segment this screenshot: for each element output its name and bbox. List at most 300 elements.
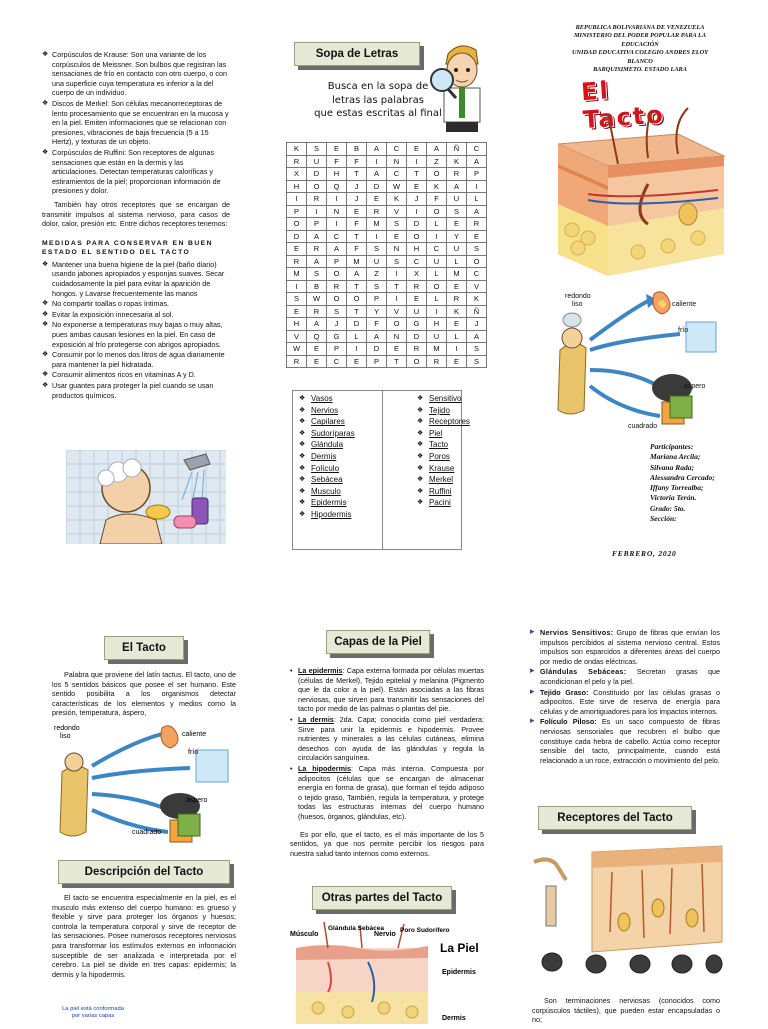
grid-cell: I [347, 343, 367, 356]
receptors-illustration [532, 842, 726, 984]
grid-cell: E [287, 243, 307, 256]
grid-cell: F [327, 155, 347, 168]
grid-cell: S [307, 268, 327, 281]
grid-cell: H [287, 180, 307, 193]
grid-row [287, 305, 487, 318]
grid-cell: F [347, 155, 367, 168]
word-item: ❖ Poros [417, 451, 497, 463]
label-dermis: Dermis [442, 1015, 466, 1022]
label-poro: Poro Sudorífero [400, 927, 450, 934]
other-parts-list [530, 628, 720, 766]
grid-cell: E [447, 280, 467, 293]
grid-cell: Z [427, 155, 447, 168]
grid-cell: J [407, 193, 427, 206]
grid-cell: R [407, 343, 427, 356]
receptors-paragraph: También hay otros receptores que se encargan de transmitir impulsos al sistema nervioso, para casos de dolor, calor, presión etc. Entre dichos receptores tenemos: [42, 199, 230, 229]
grid-cell: S [327, 305, 347, 318]
grid-row [287, 168, 487, 181]
part-nervios [530, 628, 720, 666]
measures-heading: MEDIDAS PARA CONSERVAR EN BUEN ESTADO EL SENTIDO DEL TACTO [42, 239, 213, 257]
grid-cell: I [287, 193, 307, 206]
grid-cell: E [307, 343, 327, 356]
grid-cell: C [467, 268, 487, 281]
label-cuadrado: cuadrado [132, 829, 162, 836]
word-search-title: Sopa de Letras [294, 42, 420, 66]
grid-cell: A [307, 230, 327, 243]
label-aspero: áspero [186, 797, 208, 804]
label-glandula: Glándula Sebácea [328, 925, 384, 932]
panel-receptors-continued [42, 50, 230, 401]
grid-cell: C [427, 243, 447, 256]
grid-cell: M [447, 268, 467, 281]
grid-cell: T [407, 168, 427, 181]
grid-cell: A [307, 255, 327, 268]
grid-cell: E [447, 218, 467, 231]
grid-cell: I [427, 305, 447, 318]
grid-cell: A [467, 155, 487, 168]
word-item: ❖ Receptores [417, 416, 497, 428]
grid-cell: C [327, 230, 347, 243]
receptors-paragraph: Son terminaciones nerviosas (conocidos como corpúsculos táctiles), que pueden estar encapsuladas o no; [532, 996, 720, 1025]
grid-cell: Y [367, 305, 387, 318]
grid-cell: F [367, 318, 387, 331]
grid-cell: E [407, 143, 427, 156]
grid-cell: J [347, 193, 367, 206]
label-redondo: redondo [54, 725, 80, 732]
grid-cell: I [327, 218, 347, 231]
grid-row [287, 318, 487, 331]
word-item: ❖ Tacto [417, 439, 497, 451]
grid-cell: C [407, 255, 427, 268]
grid-cell: A [367, 143, 387, 156]
measures-list [42, 260, 230, 400]
grid-cell: R [467, 218, 487, 231]
label-nervio: Nervio [374, 931, 396, 938]
word-list [292, 390, 470, 550]
skin-diagram [288, 922, 484, 1024]
grid-cell: P [367, 355, 387, 368]
grid-cell: O [427, 168, 447, 181]
grid-cell: G [407, 318, 427, 331]
grid-cell: O [407, 355, 427, 368]
grid-row [287, 293, 487, 306]
grid-cell: K [447, 305, 467, 318]
el-tacto-paragraph: Palabra que proviene del latín tactus. El tacto, uno de los 5 sentidos básicos que posee el ser humano. Este sentido posibilita a los organismos detectar características de los elementos y medios como la presión, temperatura, áspero, [52, 670, 236, 718]
grid-cell: T [387, 355, 407, 368]
grid-cell: X [407, 268, 427, 281]
label-caliente: caliente [672, 301, 697, 308]
touch-qualities-illustration [52, 722, 238, 846]
grid-cell: U [427, 255, 447, 268]
grid-cell: L [347, 330, 367, 343]
measure-item: ❖ Mantener una buena higiene de la piel (baño diario) usando jabones apropiados y esponjas suaves. Secar cuidadosamente la piel para evitar la aparición de hongos. y Lavarse frecuentemente las manos [42, 260, 230, 298]
grid-cell: C [467, 143, 487, 156]
grid-cell: K [467, 293, 487, 306]
measure-item: ❖ Consumir por lo menos dos litros de agua diariamente para mantener la piel hidratada. [42, 350, 230, 369]
layer-term: La hipodermis [298, 763, 351, 773]
word-list-right [417, 393, 497, 509]
grid-cell: I [407, 205, 427, 218]
instruction-line: Busca en la sopa de [327, 81, 429, 92]
part-text: Grupo de fibras que envían los impulsos percibidos al sistema nervioso central. Estos impulsos son esparcidos a diferentes áreas del cuerpo por medio de ondas eléctricas. [540, 628, 720, 666]
grid-cell: D [307, 168, 327, 181]
grid-cell: U [367, 255, 387, 268]
grid-cell: E [327, 143, 347, 156]
grid-row [287, 243, 487, 256]
grid-cell: U [447, 193, 467, 206]
grid-cell: O [307, 180, 327, 193]
receptors-title: Receptores del Tacto [538, 806, 692, 830]
grid-cell: S [367, 243, 387, 256]
grid-cell: A [367, 168, 387, 181]
word-list-left [293, 393, 377, 521]
label-musculo: Músculo [290, 931, 319, 938]
word-item: ❖ Tejido [417, 405, 497, 417]
word-item: ❖ Hipodermis [299, 509, 377, 521]
grid-cell: K [287, 143, 307, 156]
grid-cell: I [307, 205, 327, 218]
grid-cell: L [447, 255, 467, 268]
layer-text: : Capa externa formada por células muertas (células de Merkel), Tejido epitelial y melanina (Pigmento que le da color a la piel). Están asociadas a las fibras nerviosas, que sirven para transmitir las sensaciones del tacto por medio de las palmas o plantas del pie. [298, 666, 484, 714]
grid-cell: N [327, 205, 347, 218]
grid-cell: S [367, 280, 387, 293]
part-term: Folículo Piloso: [540, 717, 597, 727]
grid-cell: W [307, 293, 327, 306]
grid-cell: R [307, 193, 327, 206]
grid-cell: S [307, 143, 327, 156]
word-item: ❖ Sensitivo [417, 393, 497, 405]
grid-cell: R [447, 168, 467, 181]
measure-item: ❖ Usar guantes para proteger la piel cuando se usan productos químicos. [42, 381, 230, 400]
grid-cell: E [347, 355, 367, 368]
grid-row [287, 255, 487, 268]
grid-cell: Z [367, 268, 387, 281]
grid-cell: C [327, 355, 347, 368]
layers-paragraph: Es por ello, que el tacto, es el más importante de los 5 sentidos, ya que nos permite percibir los riesgos para nuestra salud tanto internos como externos. [290, 829, 484, 858]
grid-cell: I [407, 155, 427, 168]
grid-row [287, 355, 487, 368]
grid-cell: O [427, 205, 447, 218]
grid-cell: A [307, 318, 327, 331]
grid-cell: N [387, 155, 407, 168]
description-paragraph: El tacto se encuentra especialmente en la piel, es el musculo más extenso del cuerpo humano: es grueso y flexible y sirve para proteger los órganos y huesos; controla la temperatura corporal y sirve de receptor de las sensaciones. Posee numerosos receptores nerviosos para transformar los estímulos externos en información susceptible de ser analizada e interpretada por el cerebro. La piel se divide en tres capas: epidermis; la dermis y la hipodermis. [52, 893, 236, 979]
layer-text: : 2da. Capa; conocida como piel verdadera; Sirve para unir la epidermis e hipodermis. Provee nutrientes y minerales a las células cutáneas, elimina desechos con ayuda de las glándulas y regula la circulación sanguínea. [298, 714, 484, 763]
word-item: ❖ Capilares [299, 416, 377, 428]
grid-cell: M [427, 343, 447, 356]
grid-cell: R [367, 205, 387, 218]
grid-cell: J [347, 180, 367, 193]
word-item: ❖ Vasos [299, 393, 377, 405]
bullet-ruffini: ❖ Corpúsculos de Ruffini: Son receptores de algunas sensaciones que están en la dermis y las articulaciones. Detectan temperaturas caloríficas y estiramientos de la piel; proporcionan información de presiones y dolor. [42, 148, 230, 196]
word-list-divider [382, 391, 383, 549]
grid-cell: Ñ [467, 305, 487, 318]
grid-cell: I [427, 230, 447, 243]
grid-cell: X [287, 168, 307, 181]
label-cuadrado: cuadrado [628, 423, 658, 430]
measure-item: ❖ Evitar la exposición innecesaria al sol. [42, 310, 230, 320]
grid-cell: L [467, 193, 487, 206]
grid-cell: S [467, 355, 487, 368]
part-tejido [530, 688, 720, 717]
grid-cell: P [327, 255, 347, 268]
touch-qualities-illustration-cover [550, 290, 730, 438]
grid-cell: L [427, 293, 447, 306]
grid-cell: Q [327, 180, 347, 193]
grid-cell: V [467, 280, 487, 293]
grid-cell: O [427, 280, 447, 293]
grid-cell: B [307, 280, 327, 293]
grid-cell: M [367, 218, 387, 231]
grid-cell: K [427, 180, 447, 193]
grid-cell: R [327, 280, 347, 293]
grid-cell: B [347, 143, 367, 156]
grid-cell: D [367, 180, 387, 193]
header-line: MINISTERIO DEL PODER POPULAR PARA LA EDUCACIÓN [573, 32, 707, 48]
label-frio: frío [188, 749, 199, 756]
grid-cell: E [447, 318, 467, 331]
grid-row [287, 280, 487, 293]
grid-cell: N [387, 243, 407, 256]
receptor-bullets [42, 50, 230, 196]
grid-row [287, 343, 487, 356]
word-item: ❖ Folículo [299, 463, 377, 475]
grid-cell: A [447, 180, 467, 193]
instruction-line: letras las palabras [332, 94, 424, 106]
grid-cell: M [287, 268, 307, 281]
grid-cell: R [407, 280, 427, 293]
boy-magnifier-illustration [428, 40, 494, 132]
el-tacto-title: El Tacto [104, 636, 184, 660]
grid-cell: S [447, 205, 467, 218]
grid-cell: T [347, 230, 367, 243]
grid-cell: W [287, 343, 307, 356]
grid-cell: R [287, 155, 307, 168]
word-item: ❖ Sebácea [299, 474, 377, 486]
grid-cell: E [367, 193, 387, 206]
grid-cell: O [327, 268, 347, 281]
word-item: ❖ Merkel [417, 474, 497, 486]
grid-cell: P [307, 218, 327, 231]
grid-cell: T [387, 280, 407, 293]
grid-cell: O [347, 293, 367, 306]
grid-cell: R [447, 293, 467, 306]
grid-cell: T [347, 305, 367, 318]
grid-cell: R [287, 355, 307, 368]
layer-epidermis: • La epidermis: Capa externa formada por células muertas (células de Merkel), Tejido epitelial y melanina (Pigmento que le da color a la piel). Están asociadas a las fibras nerviosas, que sirven para transmitir las sensaciones del tacto por medio de las palmas o plantas del pie. [290, 666, 484, 714]
grid-cell: E [407, 293, 427, 306]
grid-cell: E [307, 355, 327, 368]
label-la-piel: La Piel [440, 941, 479, 955]
label-liso: liso [60, 733, 71, 740]
grid-cell: S [287, 293, 307, 306]
part-foliculo [530, 717, 720, 765]
grid-cell: Ñ [447, 143, 467, 156]
grid-cell: P [327, 343, 347, 356]
other-parts-title: Otras partes del Tacto [312, 886, 452, 910]
grid-cell: F [347, 243, 367, 256]
description-title: Descripción del Tacto [58, 860, 230, 884]
grid-cell: U [407, 305, 427, 318]
grid-cell: K [387, 193, 407, 206]
grid-cell: I [367, 230, 387, 243]
word-item: ❖ Krause [417, 463, 497, 475]
grid-cell: F [427, 193, 447, 206]
grid-row [287, 155, 487, 168]
grid-row [287, 193, 487, 206]
participant: Silvana Rada; [650, 462, 694, 472]
grid-cell: O [287, 218, 307, 231]
cover-date: FEBRERO, 2020 [612, 549, 677, 558]
grid-cell: R [307, 243, 327, 256]
layer-hipodermis: • La hipodermis: Capa más interna. Compuesta por adipocitos (células que se encargan de almacenar energía en forma de grasa), que forman el tejido adiposo o tejido graso, También, regula la temperatura, y protege todas las estructuras internas del cuerpo humano (huesos, órganos, glándulas, etc). [290, 763, 484, 821]
grid-cell: A [347, 268, 367, 281]
participants-label: Participantes: [650, 442, 694, 451]
label-epidermis: Epidermis [442, 969, 476, 976]
grid-cell: D [287, 230, 307, 243]
grid-cell: R [307, 305, 327, 318]
participant: Alessandra Cercado; [650, 472, 715, 482]
grid-cell: D [407, 218, 427, 231]
grid-cell: V [387, 305, 407, 318]
grid-cell: G [327, 330, 347, 343]
grid-cell: L [427, 268, 447, 281]
participant: Victoria Terán. [650, 493, 697, 503]
word-item: ❖ Ruffini [417, 486, 497, 498]
grid-cell: D [367, 343, 387, 356]
word-item: ❖ Dermis [299, 451, 377, 463]
part-term: Glándulas Sebáceas: [540, 667, 627, 677]
grid-cell: E [287, 305, 307, 318]
cover-title: El Tacto [580, 76, 666, 135]
grid-cell: R [427, 355, 447, 368]
grid-cell: R [287, 255, 307, 268]
grid-cell: J [467, 318, 487, 331]
layers-list [290, 666, 484, 858]
grid-cell: E [387, 343, 407, 356]
measure-item: ❖ No exponerse a temperaturas muy bajas o muy altas, pues ambas causan lesiones en la piel. En caso de exposición al frío protegerse con abrigos apropiados. [42, 320, 230, 349]
word-item: ❖ Pacini [417, 497, 497, 509]
grid-cell: S [467, 243, 487, 256]
measure-item: ❖ No compartir toallas o ropas íntimas. [42, 299, 230, 309]
grid-cell: U [427, 330, 447, 343]
grid-cell: A [427, 143, 447, 156]
grid-cell: S [467, 343, 487, 356]
school-header [560, 24, 720, 74]
grid-cell: E [467, 230, 487, 243]
grid-cell: H [287, 318, 307, 331]
grid-cell: T [347, 280, 367, 293]
part-term: Tejido Graso: [540, 687, 589, 697]
instruction-line: que estas escritas al final [314, 108, 442, 119]
grid-row [287, 143, 487, 156]
word-item: ❖ Nervios [299, 405, 377, 417]
label-liso: liso [572, 301, 583, 308]
participants-block [650, 442, 730, 524]
part-text: Es un saco compuesto de fibras nerviosas sensoriales que recubren el bulbo que constituye cada hebra de cabello. Actúa como receptor sensible del tacto, principalmente, cuando está relacionado a un roce, extracción o movimiento del pelo. [540, 717, 720, 765]
grid-cell: H [427, 318, 447, 331]
grid-row [287, 218, 487, 231]
grid-cell: N [387, 330, 407, 343]
layers-title: Capas de la Piel [326, 630, 430, 654]
header-line: BARQUISIMETO. ESTADO LARA [593, 66, 687, 74]
grid-cell: I [287, 280, 307, 293]
participant: Iffany Torrealba; [650, 483, 704, 493]
grid-cell: I [467, 180, 487, 193]
grid-row [287, 268, 487, 281]
part-text: Secretan grasas que acondicionan el pelo y la piel. [540, 667, 720, 686]
grid-cell: J [327, 318, 347, 331]
grid-cell: Q [307, 330, 327, 343]
header-line: REPUBLICA BOLIVARIANA DE VENEZUELA [575, 24, 705, 31]
layer-text: : Capa más interna. Compuesta por adipocitos (células que se encargan de almacenar energía en forma de grasa), que forman el tejido adiposo o tejido graso, También, regula la temperatura, y protege todas las estructuras internas del cuerpo humano (huesos, órganos, glándulas, etc). [298, 763, 484, 821]
grid-cell: A [467, 330, 487, 343]
grid-cell: I [387, 268, 407, 281]
grid-cell: O [327, 293, 347, 306]
grid-cell: I [387, 293, 407, 306]
label-redondo: redondo [565, 293, 591, 300]
grid-cell: U [307, 155, 327, 168]
grid-cell: A [327, 243, 347, 256]
part-term: Nervios Sensitivos: [540, 628, 614, 637]
layer-term: La dermis [298, 714, 334, 724]
word-search-instructions [308, 80, 448, 121]
grade: Grado: 5to. [650, 503, 686, 513]
grid-cell: C [387, 168, 407, 181]
grid-cell: O [407, 230, 427, 243]
grid-cell: L [427, 218, 447, 231]
grid-cell: E [347, 205, 367, 218]
grid-cell: C [387, 143, 407, 156]
skin-layers-caption: La piel está conformada por varias capas [62, 1006, 124, 1019]
grid-cell: E [447, 355, 467, 368]
word-item: ❖ Sudoríparas [299, 428, 377, 440]
grid-cell: I [367, 155, 387, 168]
grid-cell: F [347, 218, 367, 231]
grid-cell: V [387, 205, 407, 218]
layer-dermis: • La dermis: 2da. Capa; conocida como piel verdadera; Sirve para unir la epidermis e hipodermis. Provee nutrientes y minerales a las células cutáneas, elimina desechos con ayuda de las glándulas y regula la circulación sanguínea. [290, 714, 484, 763]
grid-cell: V [287, 330, 307, 343]
word-item: ❖ Epidermis [299, 497, 377, 509]
grid-cell: P [467, 168, 487, 181]
grid-cell: L [447, 330, 467, 343]
part-text: Constituido por las células grasas o adipocitos. Este sirve de reserva de energía para células y de amortiguadores para los impactos internos. [540, 687, 720, 716]
grid-cell: T [347, 168, 367, 181]
label-frio: frío [678, 327, 689, 334]
grid-row [287, 330, 487, 343]
shower-illustration [66, 450, 226, 544]
grid-cell: M [347, 255, 367, 268]
label-aspero: áspero [684, 383, 706, 390]
word-item: ❖ Glándula [299, 439, 377, 451]
grid-cell: O [387, 318, 407, 331]
grid-cell: K [447, 155, 467, 168]
bullet-krause: ❖ Corpúsculos de Krause: Son una variante de los corpúsculos de Meissner. Son bulbos que registran las sensaciones de frío en contacto con otro cuerpo, o con una superficie cuya temperatura es inferior a la del cuerpo de un individuo. [42, 50, 230, 98]
grid-cell: P [367, 293, 387, 306]
section: Sección: [650, 514, 677, 524]
grid-cell: I [447, 343, 467, 356]
grid-cell: S [387, 218, 407, 231]
participant: Mariana Arcila; [650, 452, 701, 462]
grid-cell: W [387, 180, 407, 193]
label-caliente: caliente [182, 731, 207, 738]
grid-cell: O [467, 255, 487, 268]
grid-row [287, 180, 487, 193]
letter-grid [286, 142, 487, 368]
grid-cell: Y [447, 230, 467, 243]
measure-item: ❖ Consumir alimentos ricos en vitaminas A y D. [42, 370, 230, 380]
grid-cell: S [387, 255, 407, 268]
grid-cell: D [407, 330, 427, 343]
